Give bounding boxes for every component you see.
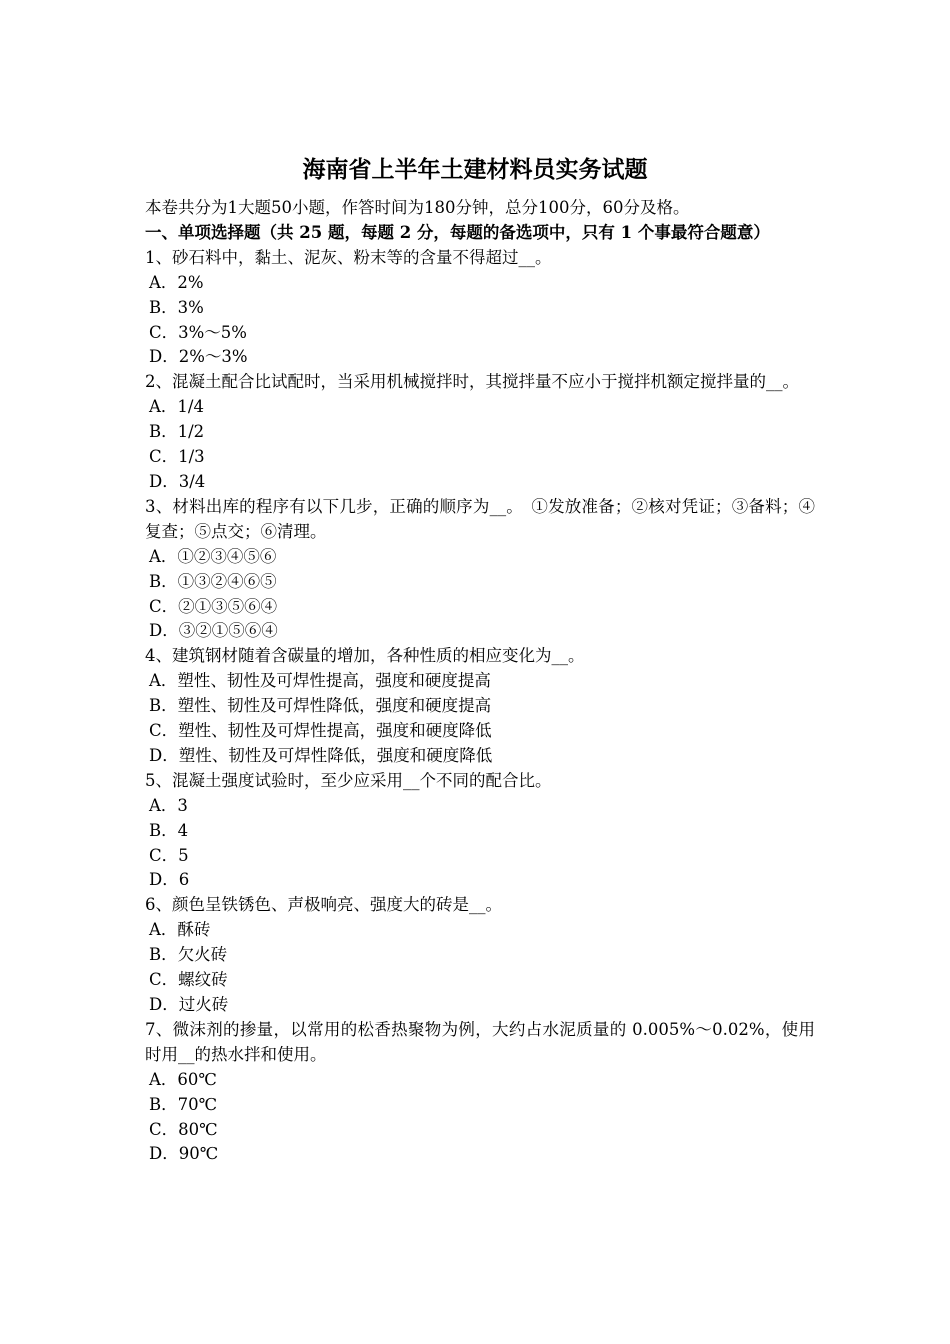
document-title: 海南省上半年土建材料员实务试题 xyxy=(302,156,648,183)
option-a: A．塑性、韧性及可焊性提高，强度和硬度提高 xyxy=(149,671,491,691)
option-b: B．塑性、韧性及可焊性降低，强度和硬度提高 xyxy=(149,696,492,716)
question-stem: 4、建筑钢材随着含碳量的增加，各种性质的相应变化为__。 xyxy=(145,646,585,666)
option-d: D．90℃ xyxy=(149,1144,219,1164)
option-a: A．3 xyxy=(149,795,188,815)
option-a: A．①②③④⑤⑥ xyxy=(149,546,277,566)
question-stem: 6、颜色呈铁锈色、声极响亮、强度大的砖是__。 xyxy=(145,895,502,915)
option-d: D．③②①⑤⑥④ xyxy=(149,621,278,641)
question-4 xyxy=(145,644,815,769)
option-a: A．1/4 xyxy=(149,397,204,417)
question-stem: 2、混凝土配合比试配时，当采用机械搅拌时，其搅拌量不应小于搅拌机额定搅拌量的__。 xyxy=(145,372,799,392)
question-7 xyxy=(145,1018,815,1167)
option-c: C．②①③⑤⑥④ xyxy=(149,596,278,616)
option-c: C．3%～5% xyxy=(149,322,247,342)
question-6 xyxy=(145,893,815,1018)
question-2 xyxy=(145,370,815,495)
option-a: A．2% xyxy=(149,272,204,292)
option-c: C．1/3 xyxy=(149,447,205,467)
option-a: A．60℃ xyxy=(149,1069,217,1089)
option-c: C．5 xyxy=(149,845,189,865)
option-d: D．3/4 xyxy=(149,471,206,491)
question-3 xyxy=(145,495,815,644)
section-heading: 一、单项选择题（共 25 题，每题 2 分，每题的备选项中，只有 1 个事最符合题意） xyxy=(145,222,770,242)
option-c: C．螺纹砖 xyxy=(149,970,228,990)
option-b: B．欠火砖 xyxy=(149,945,228,965)
option-d: D．2%～3% xyxy=(149,347,248,367)
question-stem: 5、混凝土强度试验时，至少应采用__个不同的配合比。 xyxy=(145,770,552,790)
exam-intro: 本卷共分为1大题50小题，作答时间为180分钟，总分100分，60分及格。 xyxy=(145,198,690,217)
option-c: C．80℃ xyxy=(149,1119,218,1139)
option-b: B．3% xyxy=(149,297,204,317)
option-b: B．①③②④⑥⑤ xyxy=(149,571,277,591)
option-d: D．塑性、韧性及可焊性降低，强度和硬度降低 xyxy=(149,745,493,765)
question-5 xyxy=(145,769,815,894)
option-c: C．塑性、韧性及可焊性提高，强度和硬度降低 xyxy=(149,721,492,741)
option-a: A．酥砖 xyxy=(149,920,211,940)
option-b: B．4 xyxy=(149,820,189,840)
option-b: B．70℃ xyxy=(149,1094,218,1114)
document-page xyxy=(145,152,815,1167)
option-d: D．过火砖 xyxy=(149,995,229,1014)
question-stem: 1、砂石料中，黏土、泥灰、粉末等的含量不得超过__。 xyxy=(145,247,552,267)
question-stem: 7、微沫剂的掺量，以常用的松香热聚物为例，大约占水泥质量的 0.005%～0.02%，使用时用__的热水拌和使用。 xyxy=(145,1019,815,1064)
option-d: D．6 xyxy=(149,870,190,890)
question-stem: 3、材料出库的程序有以下几步，正确的顺序为__。 ①发放准备；②核对凭证；③备料；④复查；⑤点交；⑥清理。 xyxy=(145,496,815,541)
option-b: B．1/2 xyxy=(149,422,205,442)
question-1 xyxy=(145,246,815,371)
